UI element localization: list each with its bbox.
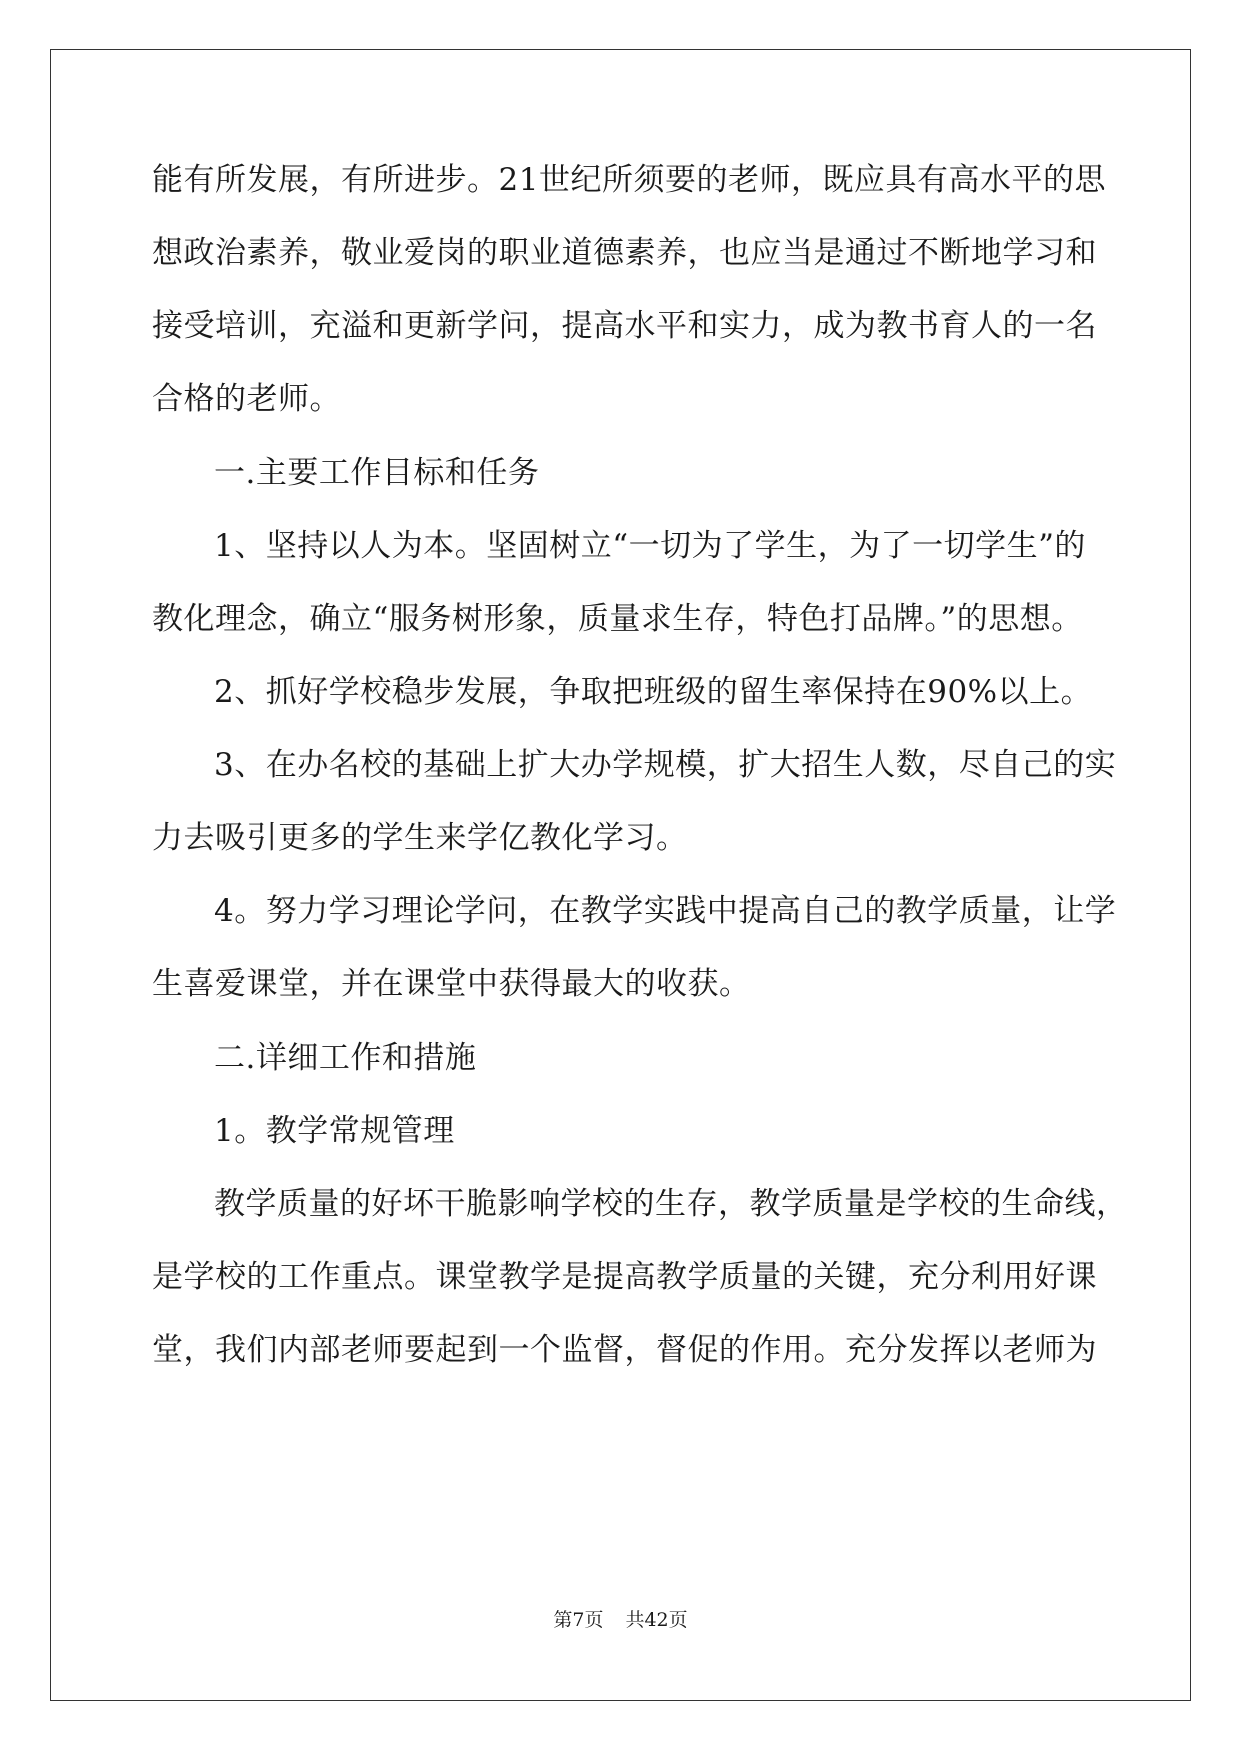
paragraph-line: 堂，我们内部老师要起到一个监督，督促的作用。充分发挥以老师为 (152, 1332, 1097, 1368)
page-total: 共42页 (625, 1609, 688, 1631)
subsection-heading: 1。教学常规管理 (214, 1113, 455, 1149)
paragraph-line: 接受培训，充溢和更新学问，提高水平和实力，成为教书育人的一名 (152, 308, 1097, 344)
paragraph-line: 能有所发展，有所进步。21世纪所须要的老师，既应具有高水平的思 (152, 162, 1106, 198)
paragraph-line: 生喜爱课堂，并在课堂中获得最大的收获。 (152, 966, 751, 1002)
paragraph-line: 是学校的工作重点。课堂教学是提高教学质量的关键，充分利用好课 (152, 1259, 1097, 1295)
section-heading: 一.主要工作目标和任务 (214, 455, 540, 491)
paragraph-line: 教化理念，确立“服务树形象，质量求生存，特色打品牌。”的思想。 (152, 601, 1083, 637)
paragraph-line: 合格的老师。 (152, 381, 341, 417)
section-heading: 二.详细工作和措施 (214, 1040, 477, 1076)
paragraph-line: 3、在办名校的基础上扩大办学规模，扩大招生人数，尽自己的实 (214, 747, 1117, 783)
paragraph-line: 想政治素养，敬业爱岗的职业道德素养，也应当是通过不断地学习和 (152, 235, 1097, 271)
page-footer (0, 1608, 1241, 1632)
paragraph-line: 力去吸引更多的学生来学亿教化学习。 (152, 820, 688, 856)
page-number: 第7页 (553, 1609, 604, 1631)
page-border (50, 49, 1191, 1701)
paragraph-line: 2、抓好学校稳步发展，争取把班级的留生率保持在90%以上。 (214, 674, 1093, 710)
paragraph-line: 1、坚持以人为本。坚固树立“一切为了学生，为了一切学生”的 (214, 528, 1086, 564)
paragraph-line: 教学质量的好坏干脆影响学校的生存，教学质量是学校的生命线， (214, 1186, 1128, 1222)
paragraph-line: 4。努力学习理论学问，在教学实践中提高自己的教学质量，让学 (214, 893, 1117, 929)
